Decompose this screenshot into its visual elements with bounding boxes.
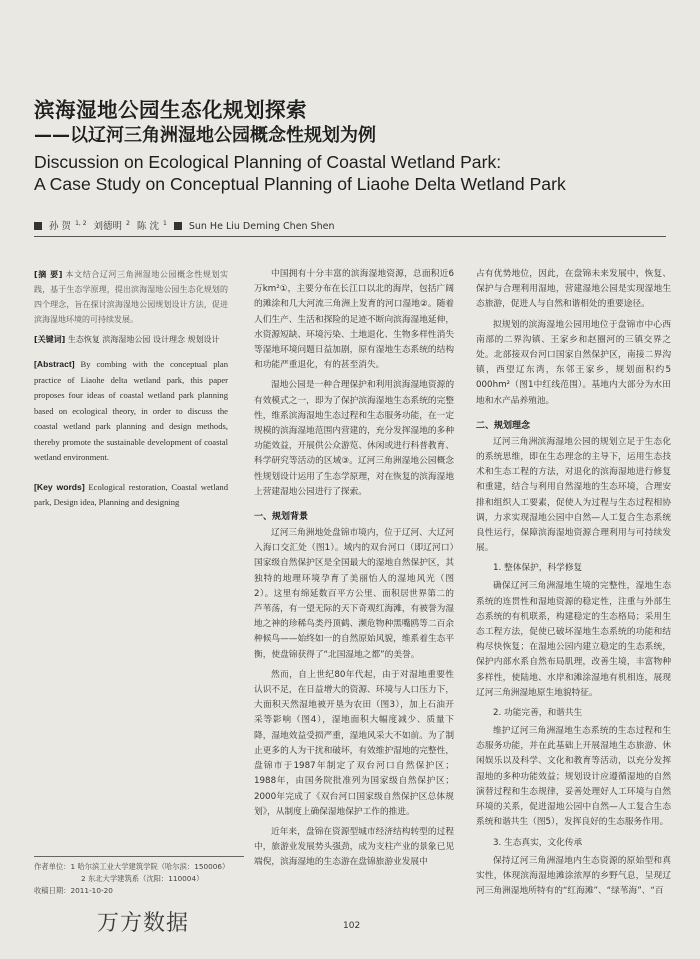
square-bullet-icon xyxy=(174,222,182,230)
footnote-received-date: 收稿日期：2011-10-20 xyxy=(34,886,113,895)
section-heading: 一、规划背景 xyxy=(254,512,309,523)
author-3: 陈 沈 $^1$ xyxy=(136,219,167,232)
paragraph: 然而，自上世纪80年代起，由于对湿地重要性认识不足，在日益增大的资源、环境与人口压力下，大面积天然湿地被开垦为农田（图3），加上石油开采等影响（图4），湿地面积大幅度减少、质量下降，湿地效益受损严重，湿地风采大不如前。为了制止更多的人为干扰和破坏，有效维护湿地的完整性，盘锦市于1987年制定了双台河口自然保护区；1988年，由国务院批准列为国家级自然保护区；2000年完成了《双台河口国家级自然保护区总体规划》，从制度上确保湿地保护工作的推进。 xyxy=(254,669,454,817)
watermark: 万方数据 xyxy=(97,911,190,936)
subsection-heading: 3. 生态真实，文化传承 xyxy=(493,837,583,848)
title-en xyxy=(34,151,674,195)
keywords-zh: [关键词] 生态恢复 滨海湿地公园 设计理念 规划设计 xyxy=(34,335,220,344)
author-1: 孙 贺 $^{1, 2}$ xyxy=(49,219,87,232)
footnote xyxy=(34,856,244,897)
paragraph: 保持辽河三角洲湿地内生态资源的原始型和真实性，体现滨海湿地滩涂浓厚的乡野气息，呈现辽河三角洲湿地所特有的“红海滩”、“绿苇海”、“百 xyxy=(476,855,671,896)
subsection-heading: 1. 整体保护，科学修复 xyxy=(493,563,583,574)
paragraph: 近年来，盘锦在资源型城市经济结构转型的过程中，旅游业发展势头强劲，成为支柱产业的景象已见端倪，滨海湿地的生态游在盘锦旅游业发展中 xyxy=(254,826,454,868)
paragraph: 中国拥有十分丰富的滨海湿地资源，总面积近6万km²①，主要分布在长江口以北的海岸，包括广阔的滩涂和几大河流三角洲上发育的河口湿地②。随着人们生产、生活和探险的足迹不断向滨海湿地延伸，水资源短缺、环境污染、土地退化、生物多样性消失等湿地环境问题日益加剧，原有湿地生态系统的结构和功能严重退化，有的甚至消失。 xyxy=(254,269,454,371)
abstract-zh: [摘 要] 本文结合辽河三角洲湿地公园概念性规划实践，基于生态学原理，提出滨海湿地公园生态化规划的四个理念，旨在探讨滨海湿地公园规划设计方法，促进滨海湿地环境的可持续发展。 xyxy=(34,270,228,324)
paragraph: 湿地公园是一种合理保护和利用滨海湿地资源的有效模式之一，即为了保护滨海湿地生态系统的完整性，维系滨海湿地生态过程和生态服务功能，在一定规模的滨海湿地范围内营建的，充分发挥湿地的多种功能效益，开展供公众游览、休闲或进行科普教育、科学研究等活动的区域③。辽河三角洲湿地公园概念性规划设计运用了生态学原理，对在恢复的滨海湿地上营建湿地公园进行了探索。 xyxy=(254,380,454,497)
paragraph: 辽河三角洲地处盘锦市境内，位于辽河、大辽河入海口交汇处（图1）。域内的双台河口（即辽河口）国家级自然保护区是全国最大的湿地自然保护区，其独特的地理环境孕育了美丽怡人的湿地风光（图2）。这里有绵延数百平方公里、面积居世界第二的芦苇荡，有一望无际的天下奇观红海滩，有被誉为湿地之神的珍稀鸟类丹顶鹤、濒危物种黑嘴鸥等二百余种候鸟——始终如一的自然原始风貌，维系着生态平衡，使盘锦获得了“北国湿地之都”的美誉。 xyxy=(254,528,454,660)
subtitle-zh: ——以辽河三角洲湿地公园概念性规划为例 xyxy=(34,125,376,146)
footnote-affiliation-2: 2 东北大学建筑系（沈阳：110004） xyxy=(81,874,204,883)
subsection-heading: 2. 功能完善，和谐共生 xyxy=(493,708,583,719)
title-zh: 滨海湿地公园生态化规划探索 xyxy=(34,98,307,122)
paragraph: 辽河三角洲滨海湿地公园的规划立足于生态化的系统思维，即在生态理念的主导下，运用生态技术和生态工程的方法，对退化的滨海湿地进行修复和重建，结合与利用自然湿地的生态环境，合理安排和组织人工要素，促使人为过程与生态过程相协调，力求实现湿地公园中自然—人工复合生态系统良性运行，保障滨海湿地资源合理利用与可持续发展。 xyxy=(476,436,671,554)
paragraph: 占有优势地位，因此，在盘锦未来发展中，恢复、保护与合理利用湿地，营建湿地公园是实现湿地生态旅游，促进人与自然和谐相处的重要途径。 xyxy=(476,269,671,310)
author-line xyxy=(34,218,339,232)
paragraph: 确保辽河三角洲湿地生境的完整性，湿地生态系统的连贯性和湿地资源的稳定性，注重与外部生态系统的有机联系，构建稳定的生态格局；采用生态工程方法，促使已破坏湿地生态系统的功能和结构尽快恢复；在湿地公园内建立稳定的生态系统，保护内部水系自然布局肌理，改善生境，丰富物种多样性，使陆地、水岸和滩涂湿地有机相连，展现辽河三角洲湿地原生地貌特征。 xyxy=(476,581,671,698)
body-column-2 xyxy=(254,267,454,876)
header-rule xyxy=(34,236,666,237)
paragraph: 拟规划的滨海湿地公园用地位于盘锦市中心西南部的二界沟镇、王家乡和赵圈河的三镇交界之处。北部接双台河口国家自然保护区，南接二界沟镇，西望辽东湾，东邻王家乡，规划面积约5 000hm²（图1中红线范围）。基地内大部分为水田地和水产品养殖池。 xyxy=(476,319,671,406)
section-heading: 二、规划理念 xyxy=(476,420,531,431)
abstract-en: [Abstract] By combing with the conceptual plan practice of Liaohe delta wetland park, this paper proposes four ideas of coastal wetland park planning based on ecological theory, in order to discuss the coastal wetland park planning and design methods, thereby promote the sustainable development of coastal wetland environment. xyxy=(34,359,228,462)
title-en-line2: A Case Study on Conceptual Planning of Liaohe Delta Wetland Park xyxy=(34,174,566,194)
author-2: 刘德明 $^2$ xyxy=(93,219,130,232)
keywords-en: [Key words] Ecological restoration, Coastal wetland park, Design idea, Planning and designing xyxy=(34,481,228,507)
body-column-3 xyxy=(476,267,671,904)
title-en-line1: Discussion on Ecological Planning of Coastal Wetland Park: xyxy=(34,152,502,172)
square-bullet-icon xyxy=(34,222,42,230)
footnote-affiliation-1: 作者单位：1 哈尔滨工业大学建筑学院（哈尔滨：150006） xyxy=(34,862,230,871)
abstract-column xyxy=(34,267,228,525)
paragraph: 维护辽河三角洲湿地生态系统的生态过程和生态服务功能，并在此基础上开展湿地生态旅游、休闲娱乐以及科学、文化和教育等活动，以充分发挥湿地的多种功能效益；规划设计应遵循湿地的自然演替过程和生态规律，妥善处理好人工环境与自然环境的关系，促进湿地公园中自然—人工复合生态系统和谐共生（图5），发挥良好的生态服务作用。 xyxy=(476,726,671,828)
authors-en: Sun He Liu Deming Chen Shen xyxy=(188,221,335,232)
page-number: 102 xyxy=(343,921,361,931)
